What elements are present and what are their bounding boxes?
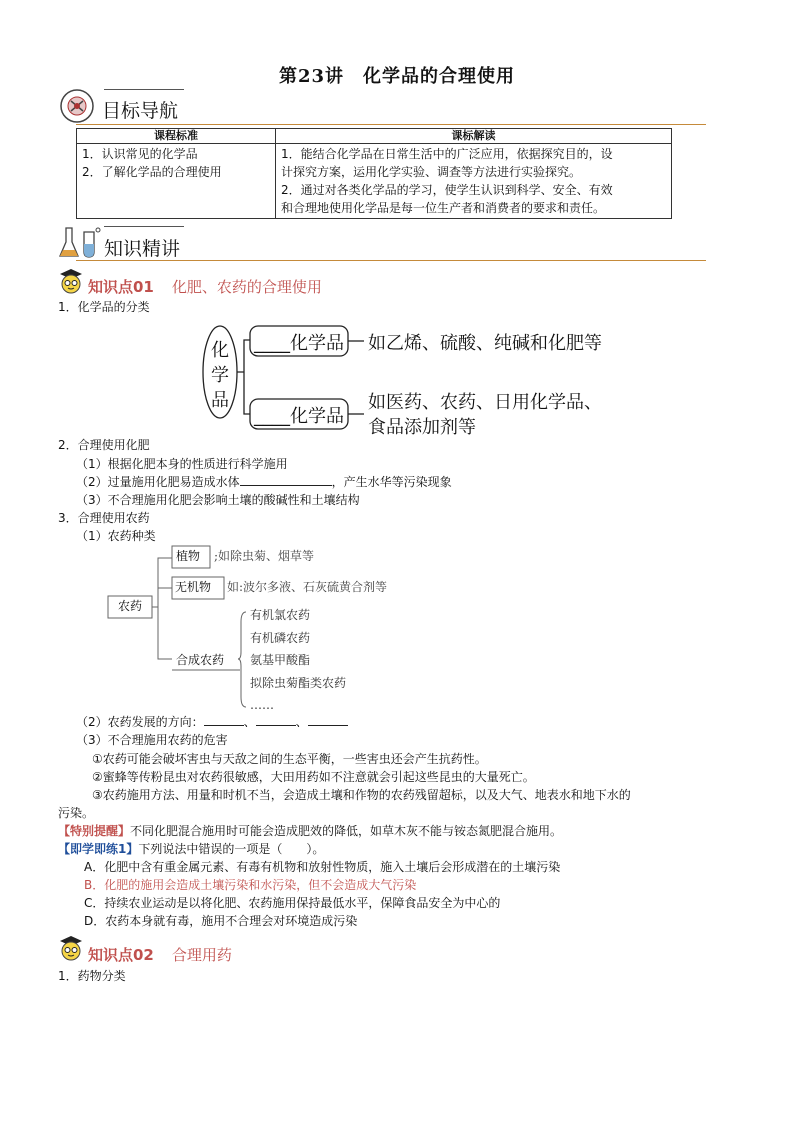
fill-blank — [308, 713, 348, 726]
paragraph: ②蜜蜂等传粉昆虫对农药很敏感，大田用药如不注意就会引起这些昆虫的大量死亡。 — [92, 770, 535, 784]
pest-plant: 植物 — [176, 549, 201, 563]
branch-desc-2 — [368, 390, 602, 440]
pest-inorganic: 无机物 — [175, 580, 212, 594]
separator: 、 — [243, 715, 256, 729]
list-item: 氨基甲酸酯 — [250, 653, 311, 667]
exercise — [58, 840, 324, 858]
root-char: 化 — [211, 340, 229, 361]
list-item: 有机磷农药 — [250, 630, 311, 645]
page-title: 第23讲 化学品的合理使用 — [278, 66, 516, 87]
section-divider — [76, 260, 706, 261]
section-heading-goals: 目标导航 — [102, 100, 179, 122]
special-reminder — [58, 822, 562, 840]
table-cell-standards — [77, 144, 276, 219]
kp-label: 知识点02 — [88, 946, 154, 964]
scholar-face-icon — [58, 268, 84, 294]
text-segment: （2）过量施用化肥易造成水体 — [76, 475, 240, 489]
option-a: A．化肥中含有重金属元素、有毒有机物和放射性物质，施入土壤后会形成潜在的土壤污染 — [84, 860, 561, 874]
option-b: B．化肥的施用会造成土壤污染和水污染，但不会造成大气污染 — [84, 878, 417, 892]
diagram-root — [210, 338, 230, 413]
kp-title: 合理用药 — [171, 946, 232, 964]
target-navigation-icon — [58, 87, 98, 125]
interpretation-line: 和合理地使用化学品是每一位生产者和消费者的要求和责任。 — [281, 201, 606, 215]
interpretation-line: 计探究方案，运用化学实验、调查等方法进行实验探究。 — [281, 165, 582, 179]
exercise-label: 【即学即练1】 — [58, 842, 139, 856]
paragraph — [76, 713, 348, 731]
interpretation-line: 2．通过对各类化学品的学习，使学生认识到科学、安全、有效 — [281, 183, 613, 197]
paragraph: 污染。 — [58, 806, 95, 820]
branch-box-1: ____化学品 — [254, 333, 344, 354]
paragraph: 1．化学品的分类 — [58, 300, 150, 314]
table-header-interpretation: 课标解读 — [276, 129, 672, 144]
branch-desc-line: 如医药、农药、日用化学品、 — [368, 392, 602, 413]
paragraph: ①农药可能会破坏害虫与天敌之间的生态平衡，一些害虫还会产生抗药性。 — [92, 752, 487, 766]
section-top-rule — [104, 89, 184, 90]
curriculum-table — [76, 128, 672, 219]
kp-title: 化肥、农药的合理使用 — [171, 278, 322, 296]
fill-blank — [240, 473, 332, 486]
interpretation-line: 1．能结合化学品在日常生活中的广泛应用，依据探究目的，设 — [281, 147, 613, 161]
pest-synthetic-list — [250, 604, 346, 717]
paragraph: （1）农药种类 — [76, 529, 156, 543]
separator: 、 — [295, 715, 308, 729]
pest-synthetic: 合成农药 — [176, 653, 225, 667]
root-char: 品 — [211, 390, 229, 411]
paragraph — [76, 473, 452, 491]
flask-icon — [58, 224, 102, 260]
fill-blank — [204, 713, 244, 726]
paragraph: （1）根据化肥本身的性质进行科学施用 — [76, 457, 288, 471]
list-item: …… — [250, 698, 274, 712]
root-char: 学 — [211, 365, 229, 386]
branch-desc-1: 如乙烯、硫酸、纯碱和化肥等 — [368, 333, 602, 354]
option-d: D．农药本身就有毒，施用不合理会对环境造成污染 — [84, 914, 358, 928]
list-item: 拟除虫菊酯类农药 — [250, 675, 347, 690]
reminder-text: 不同化肥混合施用时可能会造成肥效的降低，如草木灰不能与铵态氮肥混合施用。 — [130, 824, 563, 838]
paragraph: 3．合理使用农药 — [58, 511, 150, 525]
pest-inorganic-desc: 如:波尔多液、石灰硫黄合剂等 — [227, 580, 388, 594]
standard-item: 2．了解化学品的合理使用 — [82, 165, 222, 179]
pest-plant-desc-text: 如除虫菊、烟草等 — [218, 549, 315, 563]
table-header-standard: 课程标准 — [77, 129, 276, 144]
scholar-face-icon — [58, 935, 84, 961]
paragraph: （3）不合理施用化肥会影响土壤的酸碱性和土壤结构 — [76, 493, 360, 507]
kp-label: 知识点01 — [88, 278, 154, 296]
fill-blank — [256, 713, 296, 726]
option-c: C．持续农业运动是以将化肥、农药施用保持最低水平，保障食品安全为中心的 — [84, 896, 501, 910]
paragraph: （3）不合理施用农药的危害 — [76, 733, 228, 747]
section-divider — [76, 124, 706, 125]
text-segment: ，产生水华等污染现象 — [331, 475, 452, 489]
text-segment: （2）农药发展的方向： — [76, 715, 204, 729]
standard-item: 1．认识常见的化学品 — [82, 147, 198, 161]
table-cell-interpretation — [276, 144, 672, 219]
exercise-text: 下列说法中错误的一项是（ ）。 — [138, 842, 325, 856]
knowledge-point-01 — [88, 276, 322, 297]
branch-box-2: ____化学品 — [254, 406, 344, 427]
list-item: 有机氯农药 — [250, 608, 311, 622]
branch-desc-line: 食品添加剂等 — [368, 417, 476, 438]
paragraph: ③农药施用方法、用量和时机不当，会造成土壤和作物的农药残留超标，以及大气、地表水和地下水的 — [92, 788, 631, 802]
paragraph: 1．药物分类 — [58, 969, 126, 983]
pest-root: 农药 — [117, 599, 142, 613]
paragraph: 2．合理使用化肥 — [58, 438, 150, 452]
reminder-label: 【特别提醒】 — [58, 824, 131, 838]
pest-plant-desc: ;如除虫菊、烟草等 — [214, 549, 315, 563]
section-top-rule — [104, 226, 184, 227]
section-heading-knowledge: 知识精讲 — [104, 238, 181, 260]
knowledge-point-02 — [88, 944, 232, 965]
